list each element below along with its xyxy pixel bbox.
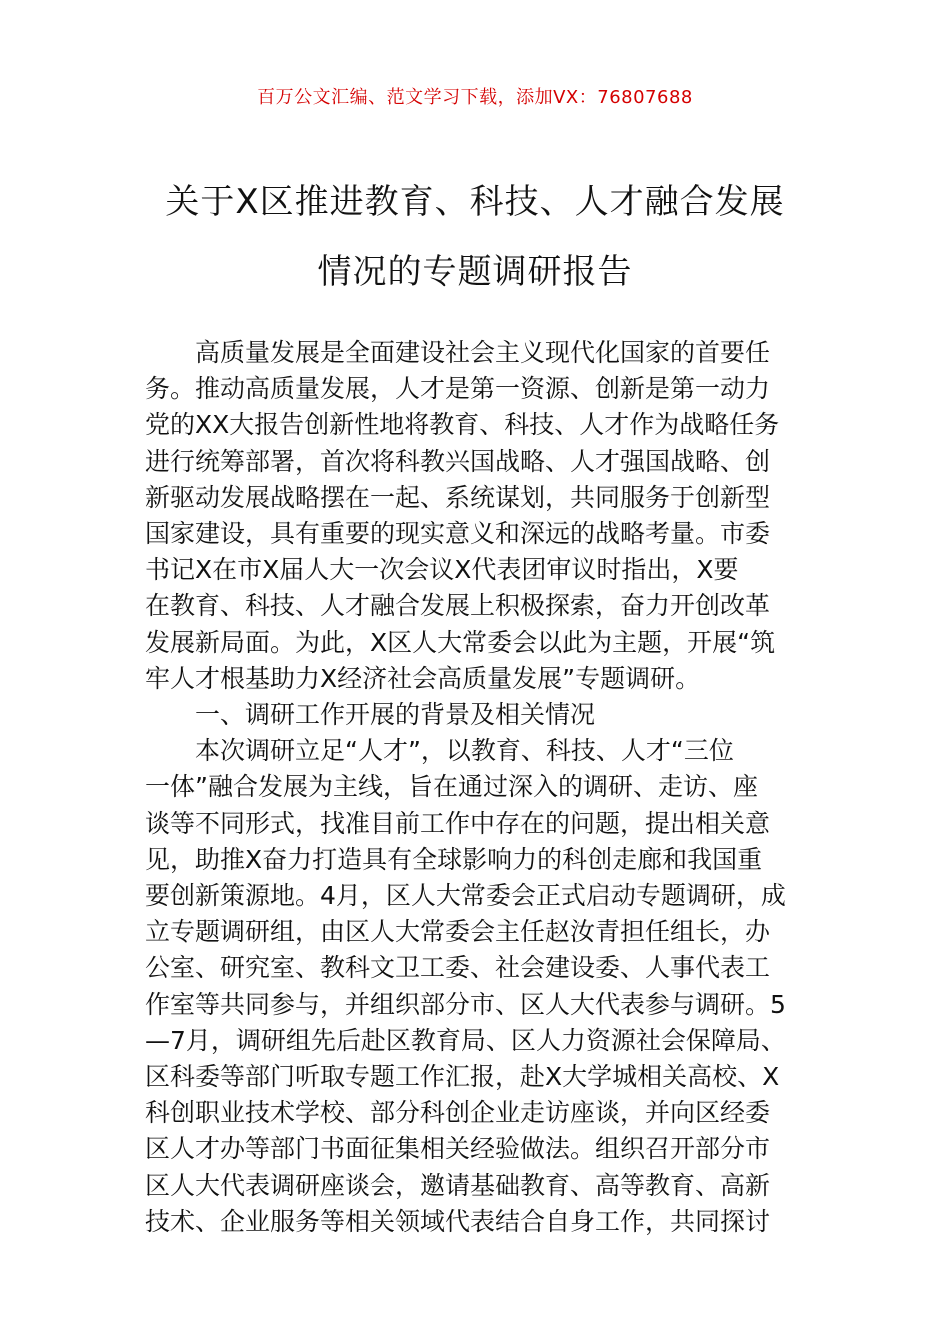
- text-line: 见，助推X奋力打造具有全球影响力的科创走廊和我国重: [145, 844, 763, 874]
- text-line: 发展新局面。为此，X区人大常委会以此为主题，开展“筑: [145, 627, 776, 657]
- text-line: 技术、企业服务等相关领域代表结合自身工作，共同探讨: [145, 1206, 771, 1236]
- text-line: 进行统筹部署，首次将科教兴国战略、人才强国战略、创: [145, 446, 771, 476]
- text-line: 新驱动发展战略摆在一起、系统谋划，共同服务于创新型: [145, 482, 771, 512]
- text-line: 谈等不同形式，找准目前工作中存在的问题，提出相关意: [145, 808, 771, 838]
- intro-paragraph: [145, 335, 810, 697]
- text-line: 务。推动高质量发展，人才是第一资源、创新是第一动力: [145, 374, 771, 404]
- text-line: 一体”融合发展为主线，旨在通过深入的调研、走访、座: [145, 772, 758, 802]
- text-line: 国家建设，具有重要的现实意义和深远的战略考量。市委: [145, 519, 771, 549]
- text-line: 一、调研工作开展的背景及相关情况: [195, 700, 596, 730]
- text-line: 公室、研究室、教科文卫工委、社会建设委、人事代表工: [145, 953, 771, 983]
- document-body: [145, 335, 810, 1240]
- document-title-line-2: 情况的专题调研报告: [317, 252, 633, 292]
- section-heading: [145, 697, 810, 733]
- section-paragraph: [145, 733, 810, 1240]
- text-line: —7月，调研组先后赴区教育局、区人力资源社会保障局、: [145, 1025, 786, 1055]
- text-line: 区人大代表调研座谈会，邀请基础教育、高等教育、高新: [145, 1170, 771, 1200]
- text-line: 书记X在市X届人大一次会议X代表团审议时指出，X要: [145, 555, 739, 585]
- header-watermark-note: 百万公文汇编、范文学习下载，添加VX：76807688: [257, 87, 693, 108]
- text-line: 高质量发展是全面建设社会主义现代化国家的首要任: [195, 338, 771, 367]
- text-line: 牢人才根基助力X经济社会高质量发展”专题调研。: [145, 663, 701, 693]
- text-line: 作室等共同参与，并组织部分市、区人大代表参与调研。5: [145, 989, 786, 1019]
- text-line: 科创职业技术学校、部分科创企业走访座谈，并向区经委: [145, 1098, 771, 1128]
- text-line: 本次调研立足“人才”，以教育、科技、人才“三位: [195, 736, 734, 766]
- text-line: 区人才办等部门书面征集相关经验做法。组织召开部分市: [145, 1134, 771, 1164]
- text-line: 立专题调研组，由区人大常委会主任赵汝青担任组长，办: [145, 917, 771, 947]
- document-title-line-1: 关于X区推进教育、科技、人才融合发展: [165, 182, 785, 222]
- text-line: 区科委等部门听取专题工作汇报，赴X大学城相关高校、X: [145, 1062, 780, 1092]
- text-line: 党的XX大报告创新性地将教育、科技、人才作为战略任务: [145, 410, 780, 440]
- text-line: 在教育、科技、人才融合发展上积极探索，奋力开创改革: [145, 591, 771, 621]
- text-line: 要创新策源地。4月，区人大常委会正式启动专题调研，成: [145, 881, 786, 911]
